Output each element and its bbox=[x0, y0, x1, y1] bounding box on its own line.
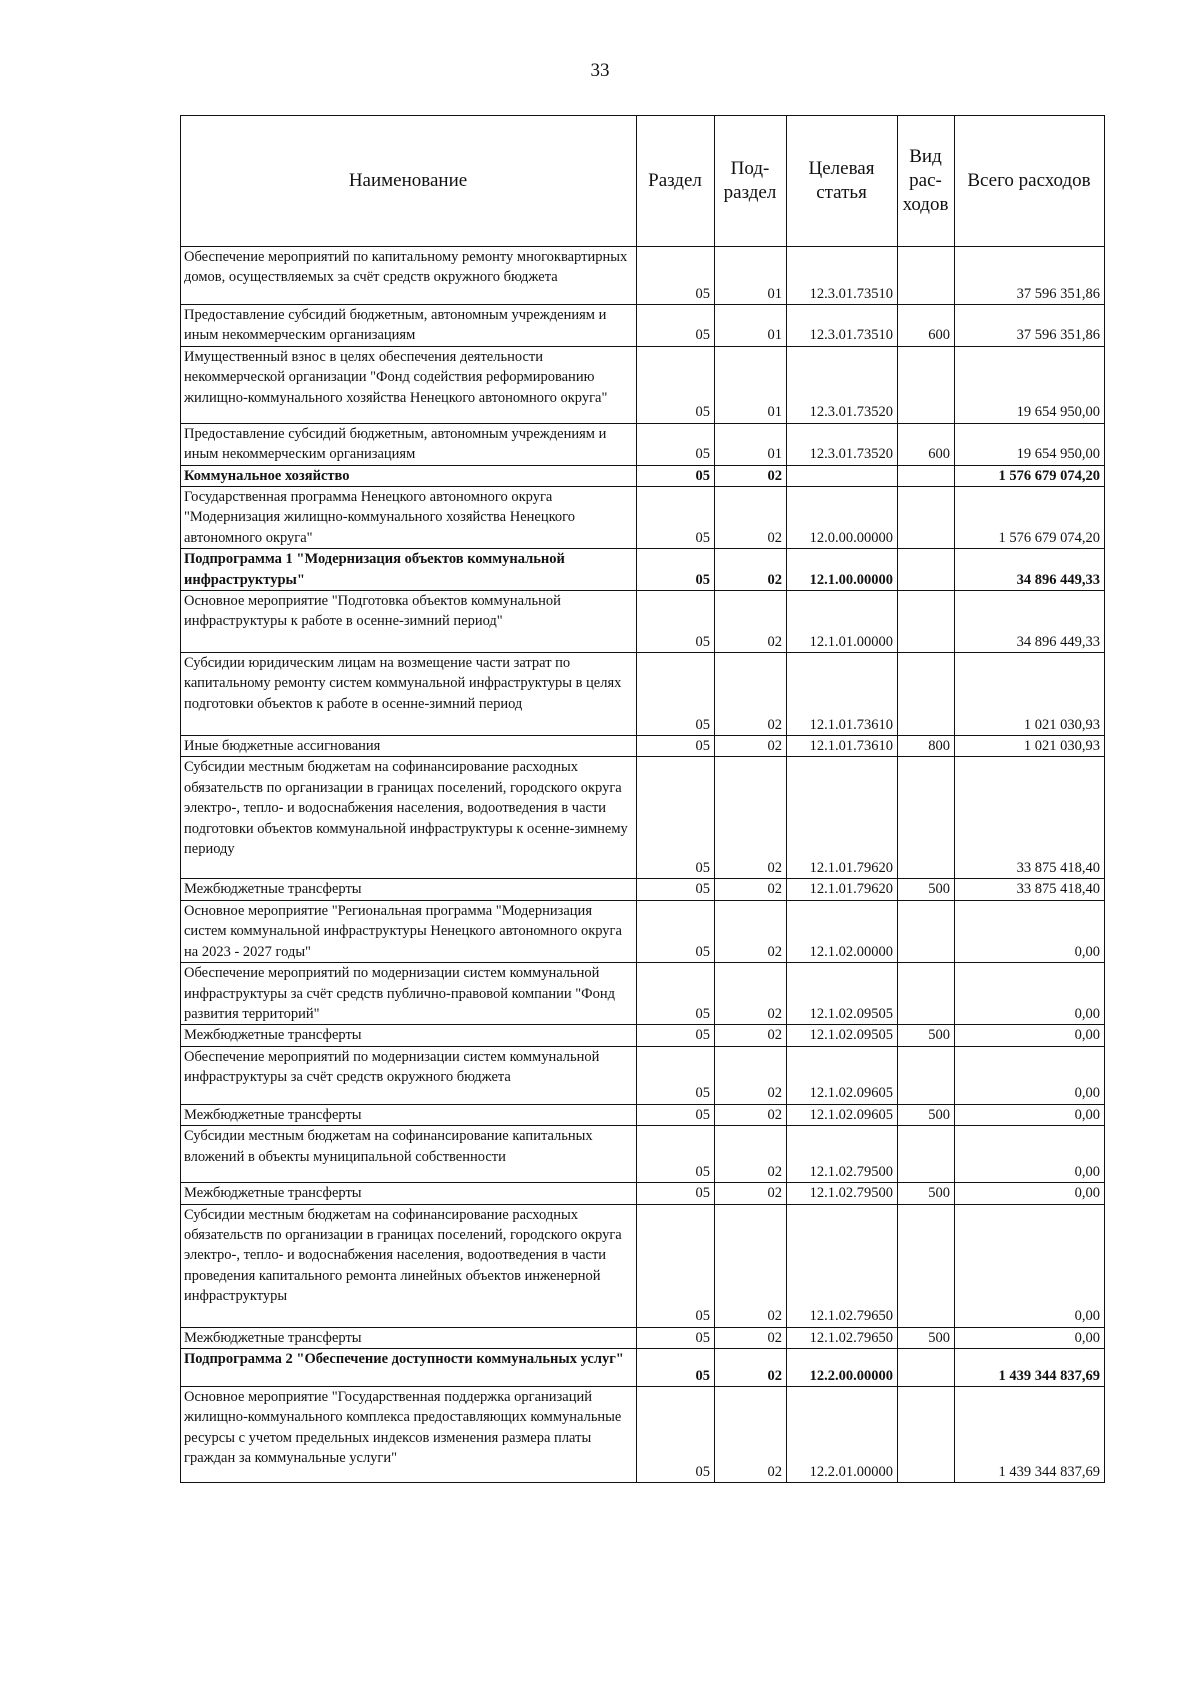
table-body bbox=[181, 247, 1105, 1483]
row-vid bbox=[898, 653, 955, 736]
row-total: 1 576 679 074,20 bbox=[955, 487, 1105, 549]
row-total: 0,00 bbox=[955, 1126, 1105, 1183]
row-name: Иные бюджетные ассигнования bbox=[181, 736, 637, 757]
table-row bbox=[181, 757, 1105, 879]
row-podrazdel: 02 bbox=[715, 963, 787, 1025]
row-razdel: 05 bbox=[637, 1104, 715, 1125]
row-vid bbox=[898, 1046, 955, 1104]
row-total: 33 875 418,40 bbox=[955, 757, 1105, 879]
row-statya: 12.0.00.00000 bbox=[787, 487, 898, 549]
row-podrazdel: 01 bbox=[715, 247, 787, 305]
row-statya: 12.1.01.73610 bbox=[787, 736, 898, 757]
table-header bbox=[181, 116, 1105, 247]
row-vid bbox=[898, 1126, 955, 1183]
row-name: Основное мероприятие "Подготовка объектов коммунальной инфраструктуры к работе в осенне-зимний период" bbox=[181, 591, 637, 653]
row-razdel: 05 bbox=[637, 1348, 715, 1386]
row-vid bbox=[898, 346, 955, 423]
table-row bbox=[181, 736, 1105, 757]
row-razdel: 05 bbox=[637, 1327, 715, 1348]
row-vid bbox=[898, 1386, 955, 1482]
row-statya: 12.2.01.00000 bbox=[787, 1386, 898, 1482]
row-statya: 12.3.01.73510 bbox=[787, 305, 898, 347]
table-row bbox=[181, 900, 1105, 962]
row-podrazdel: 02 bbox=[715, 1025, 787, 1046]
row-vid bbox=[898, 1204, 955, 1327]
row-podrazdel: 02 bbox=[715, 487, 787, 549]
row-podrazdel: 01 bbox=[715, 305, 787, 347]
row-podrazdel: 02 bbox=[715, 1386, 787, 1482]
row-razdel: 05 bbox=[637, 465, 715, 486]
row-name: Субсидии местным бюджетам на софинансирование расходных обязательств по организации в границах поселений, городского округа электро-, тепло- и водоснабжения населения, водоотведения в части подготовки объектов коммунальной инфраструктуры к осенне-зимнему периоду bbox=[181, 757, 637, 879]
row-statya: 12.2.00.00000 bbox=[787, 1348, 898, 1386]
row-razdel: 05 bbox=[637, 1204, 715, 1327]
row-razdel: 05 bbox=[637, 423, 715, 465]
header-name: Наименование bbox=[181, 116, 637, 247]
row-razdel: 05 bbox=[637, 900, 715, 962]
row-razdel: 05 bbox=[637, 346, 715, 423]
row-name: Предоставление субсидий бюджетным, автономным учреждениям и иным некоммерческим организациям bbox=[181, 305, 637, 347]
row-vid: 500 bbox=[898, 1327, 955, 1348]
row-name: Подпрограмма 2 "Обеспечение доступности коммунальных услуг" bbox=[181, 1348, 637, 1386]
row-razdel: 05 bbox=[637, 549, 715, 591]
header-razdel: Раздел bbox=[637, 116, 715, 247]
row-vid: 600 bbox=[898, 305, 955, 347]
table-row bbox=[181, 549, 1105, 591]
table-row bbox=[181, 487, 1105, 549]
row-name: Основное мероприятие "Региональная программа "Модернизация систем коммунальной инфраструктуры Ненецкого автономного округа на 2023 - 2027 годы" bbox=[181, 900, 637, 962]
table-row bbox=[181, 879, 1105, 900]
row-podrazdel: 02 bbox=[715, 653, 787, 736]
row-podrazdel: 02 bbox=[715, 736, 787, 757]
row-vid bbox=[898, 591, 955, 653]
row-name: Межбюджетные трансферты bbox=[181, 879, 637, 900]
row-name: Подпрограмма 1 "Модернизация объектов коммунальной инфраструктуры" bbox=[181, 549, 637, 591]
row-total: 0,00 bbox=[955, 1104, 1105, 1125]
row-razdel: 05 bbox=[637, 757, 715, 879]
row-total: 0,00 bbox=[955, 1327, 1105, 1348]
row-total: 0,00 bbox=[955, 900, 1105, 962]
row-total: 33 875 418,40 bbox=[955, 879, 1105, 900]
row-razdel: 05 bbox=[637, 591, 715, 653]
row-vid bbox=[898, 900, 955, 962]
row-total: 34 896 449,33 bbox=[955, 591, 1105, 653]
row-name: Государственная программа Ненецкого автономного округа "Модернизация жилищно-коммунального хозяйства Ненецкого автономного округа" bbox=[181, 487, 637, 549]
row-razdel: 05 bbox=[637, 305, 715, 347]
row-razdel: 05 bbox=[637, 1126, 715, 1183]
row-total: 0,00 bbox=[955, 1204, 1105, 1327]
row-podrazdel: 02 bbox=[715, 879, 787, 900]
row-name: Межбюджетные трансферты bbox=[181, 1183, 637, 1204]
row-statya: 12.1.02.79650 bbox=[787, 1204, 898, 1327]
table-row bbox=[181, 653, 1105, 736]
row-statya: 12.1.01.79620 bbox=[787, 757, 898, 879]
row-name: Субсидии юридическим лицам на возмещение части затрат по капитальному ремонту систем коммунальной инфраструктуры в целях подготовки объектов к работе в осенне-зимний период bbox=[181, 653, 637, 736]
header-statya: Целевая статья bbox=[787, 116, 898, 247]
row-vid: 600 bbox=[898, 423, 955, 465]
row-podrazdel: 01 bbox=[715, 346, 787, 423]
budget-table bbox=[180, 115, 1105, 1483]
row-name: Обеспечение мероприятий по капитальному ремонту многоквартирных домов, осуществляемых за счёт средств окружного бюджета bbox=[181, 247, 637, 305]
row-name: Межбюджетные трансферты bbox=[181, 1104, 637, 1125]
row-total: 19 654 950,00 bbox=[955, 346, 1105, 423]
row-razdel: 05 bbox=[637, 879, 715, 900]
row-podrazdel: 02 bbox=[715, 1204, 787, 1327]
header-total: Всего расходов bbox=[955, 116, 1105, 247]
row-total: 1 439 344 837,69 bbox=[955, 1348, 1105, 1386]
row-statya: 12.1.01.73610 bbox=[787, 653, 898, 736]
row-statya bbox=[787, 465, 898, 486]
row-razdel: 05 bbox=[637, 653, 715, 736]
row-statya: 12.3.01.73520 bbox=[787, 423, 898, 465]
table-row bbox=[181, 591, 1105, 653]
row-total: 1 439 344 837,69 bbox=[955, 1386, 1105, 1482]
row-vid: 500 bbox=[898, 1104, 955, 1125]
table-row bbox=[181, 423, 1105, 465]
row-total: 37 596 351,86 bbox=[955, 247, 1105, 305]
row-statya: 12.1.02.79500 bbox=[787, 1183, 898, 1204]
table-row bbox=[181, 305, 1105, 347]
row-name: Межбюджетные трансферты bbox=[181, 1025, 637, 1046]
row-razdel: 05 bbox=[637, 247, 715, 305]
row-name: Обеспечение мероприятий по модернизации систем коммунальной инфраструктуры за счёт средств публично-правовой компании "Фонд развития территорий" bbox=[181, 963, 637, 1025]
row-podrazdel: 02 bbox=[715, 549, 787, 591]
row-podrazdel: 02 bbox=[715, 1046, 787, 1104]
row-statya: 12.1.02.09505 bbox=[787, 963, 898, 1025]
row-total: 0,00 bbox=[955, 963, 1105, 1025]
row-total: 1 021 030,93 bbox=[955, 653, 1105, 736]
row-total: 0,00 bbox=[955, 1046, 1105, 1104]
row-total: 0,00 bbox=[955, 1025, 1105, 1046]
row-name: Основное мероприятие "Государственная поддержка организаций жилищно-коммунального комплекса предоставляющих коммунальные ресурсы с учетом предельных индексов изменения размера платы граждан за коммунальные услуги" bbox=[181, 1386, 637, 1482]
row-total: 1 576 679 074,20 bbox=[955, 465, 1105, 486]
table-row bbox=[181, 1025, 1105, 1046]
row-statya: 12.1.02.09505 bbox=[787, 1025, 898, 1046]
row-vid bbox=[898, 1348, 955, 1386]
row-statya: 12.1.02.79500 bbox=[787, 1126, 898, 1183]
row-name: Предоставление субсидий бюджетным, автономным учреждениям и иным некоммерческим организациям bbox=[181, 423, 637, 465]
row-podrazdel: 02 bbox=[715, 465, 787, 486]
header-podrazdel: Под- раздел bbox=[715, 116, 787, 247]
table-row bbox=[181, 465, 1105, 486]
row-name: Коммунальное хозяйство bbox=[181, 465, 637, 486]
row-podrazdel: 02 bbox=[715, 1104, 787, 1125]
row-vid bbox=[898, 963, 955, 1025]
table-row bbox=[181, 1348, 1105, 1386]
row-statya: 12.1.01.79620 bbox=[787, 879, 898, 900]
row-statya: 12.1.02.09605 bbox=[787, 1046, 898, 1104]
page-number: 33 bbox=[590, 60, 610, 81]
row-podrazdel: 02 bbox=[715, 591, 787, 653]
row-statya: 12.3.01.73510 bbox=[787, 247, 898, 305]
table-row bbox=[181, 1327, 1105, 1348]
row-razdel: 05 bbox=[637, 487, 715, 549]
row-name: Субсидии местным бюджетам на софинансирование капитальных вложений в объекты муниципальной собственности bbox=[181, 1126, 637, 1183]
row-podrazdel: 02 bbox=[715, 900, 787, 962]
row-razdel: 05 bbox=[637, 1386, 715, 1482]
row-vid bbox=[898, 247, 955, 305]
table-row bbox=[181, 346, 1105, 423]
row-vid: 800 bbox=[898, 736, 955, 757]
row-total: 34 896 449,33 bbox=[955, 549, 1105, 591]
row-podrazdel: 02 bbox=[715, 1183, 787, 1204]
row-total: 1 021 030,93 bbox=[955, 736, 1105, 757]
row-razdel: 05 bbox=[637, 736, 715, 757]
row-podrazdel: 02 bbox=[715, 1348, 787, 1386]
row-statya: 12.1.02.09605 bbox=[787, 1104, 898, 1125]
table-row bbox=[181, 1104, 1105, 1125]
row-podrazdel: 02 bbox=[715, 1126, 787, 1183]
row-name: Имущественный взнос в целях обеспечения деятельности некоммерческой организации "Фонд содействия реформированию жилищно-коммунального хозяйства Ненецкого автономного округа" bbox=[181, 346, 637, 423]
row-name: Межбюджетные трансферты bbox=[181, 1327, 637, 1348]
row-razdel: 05 bbox=[637, 1025, 715, 1046]
row-razdel: 05 bbox=[637, 1046, 715, 1104]
row-vid: 500 bbox=[898, 1025, 955, 1046]
row-vid: 500 bbox=[898, 879, 955, 900]
row-vid bbox=[898, 757, 955, 879]
row-vid bbox=[898, 549, 955, 591]
row-statya: 12.1.02.79650 bbox=[787, 1327, 898, 1348]
row-total: 0,00 bbox=[955, 1183, 1105, 1204]
table-row bbox=[181, 963, 1105, 1025]
row-podrazdel: 02 bbox=[715, 1327, 787, 1348]
row-vid bbox=[898, 465, 955, 486]
row-name: Субсидии местным бюджетам на софинансирование расходных обязательств по организации в границах поселений, городского округа электро-, тепло- и водоснабжения населения, водоотведения в части проведения капитального ремонта линейных объектов инженерной инфраструктуры bbox=[181, 1204, 637, 1327]
row-statya: 12.1.02.00000 bbox=[787, 900, 898, 962]
row-name: Обеспечение мероприятий по модернизации систем коммунальной инфраструктуры за счёт средств окружного бюджета bbox=[181, 1046, 637, 1104]
row-razdel: 05 bbox=[637, 963, 715, 1025]
table-row bbox=[181, 1204, 1105, 1327]
row-statya: 12.1.01.00000 bbox=[787, 591, 898, 653]
row-total: 37 596 351,86 bbox=[955, 305, 1105, 347]
row-podrazdel: 02 bbox=[715, 757, 787, 879]
row-podrazdel: 01 bbox=[715, 423, 787, 465]
row-razdel: 05 bbox=[637, 1183, 715, 1204]
row-total: 19 654 950,00 bbox=[955, 423, 1105, 465]
table-row bbox=[181, 1183, 1105, 1204]
table-row bbox=[181, 1386, 1105, 1482]
table-row bbox=[181, 1126, 1105, 1183]
table-row bbox=[181, 247, 1105, 305]
header-vid: Вид рас- ходов bbox=[898, 116, 955, 247]
row-vid bbox=[898, 487, 955, 549]
row-statya: 12.3.01.73520 bbox=[787, 346, 898, 423]
table-row bbox=[181, 1046, 1105, 1104]
row-vid: 500 bbox=[898, 1183, 955, 1204]
row-statya: 12.1.00.00000 bbox=[787, 549, 898, 591]
